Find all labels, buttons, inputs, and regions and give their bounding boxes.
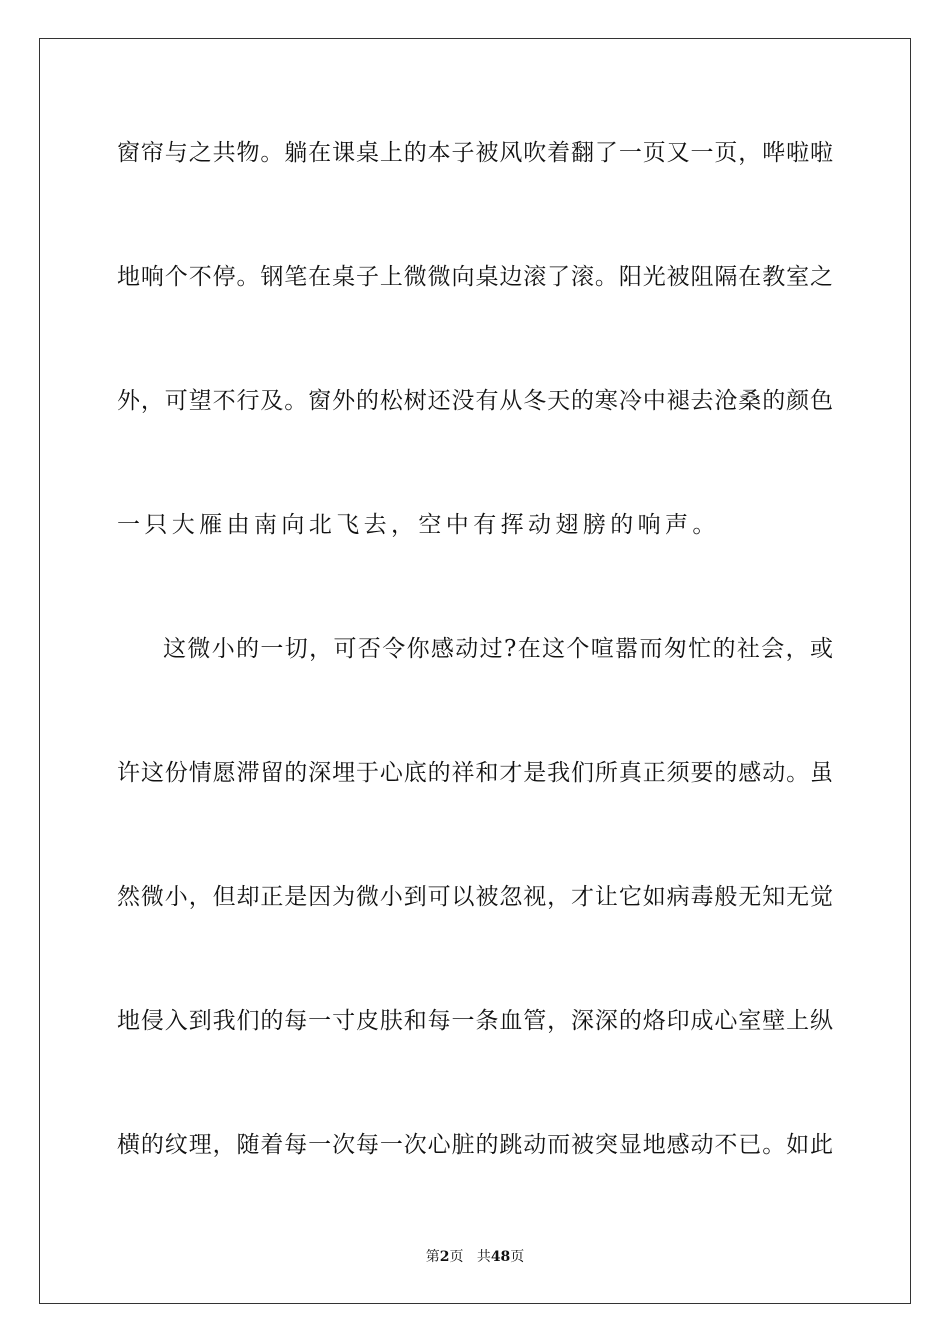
page-border xyxy=(39,38,911,1304)
text-line-2: 地响个不停。钢笔在桌子上微微向桌边滚了滚。阳光被阻隔在教室之 xyxy=(117,264,833,290)
text-line-6: 许这份情愿滞留的深埋于心底的祥和才是我们所真正须要的感动。虽 xyxy=(117,760,833,786)
text-line-5: 这微小的一切，可否令你感动过?在这个喧嚣而匆忙的社会，或 xyxy=(163,636,833,662)
text-line-9: 横的纹理，随着每一次每一次心脏的跳动而被突显地感动不已。如此 xyxy=(117,1132,833,1158)
text-line-1: 窗帘与之共物。躺在课桌上的本子被风吹着翻了一页又一页，哗啦啦 xyxy=(117,140,833,166)
text-line-7: 然微小，但却正是因为微小到可以被忽视，才让它如病毒般无知无觉 xyxy=(117,884,833,910)
text-line-8: 地侵入到我们的每一寸皮肤和每一条血管，深深的烙印成心室壁上纵 xyxy=(117,1008,833,1034)
page-footer xyxy=(0,1248,950,1266)
footer-total-prefix: 共 xyxy=(476,1249,491,1265)
footer-total-suffix: 页 xyxy=(510,1249,525,1265)
footer-prefix: 第 xyxy=(425,1249,440,1265)
text-line-3: 外，可望不行及。窗外的松树还没有从冬天的寒冷中褪去沧桑的颜色 xyxy=(117,388,833,414)
footer-page-suffix: 页 xyxy=(449,1249,464,1265)
text-line-4: 一只大雁由南向北飞去，空中有挥动翅膀的响声。 xyxy=(117,512,720,538)
footer-total-pages: 48 xyxy=(490,1249,511,1265)
footer-page-number: 2 xyxy=(439,1249,450,1265)
